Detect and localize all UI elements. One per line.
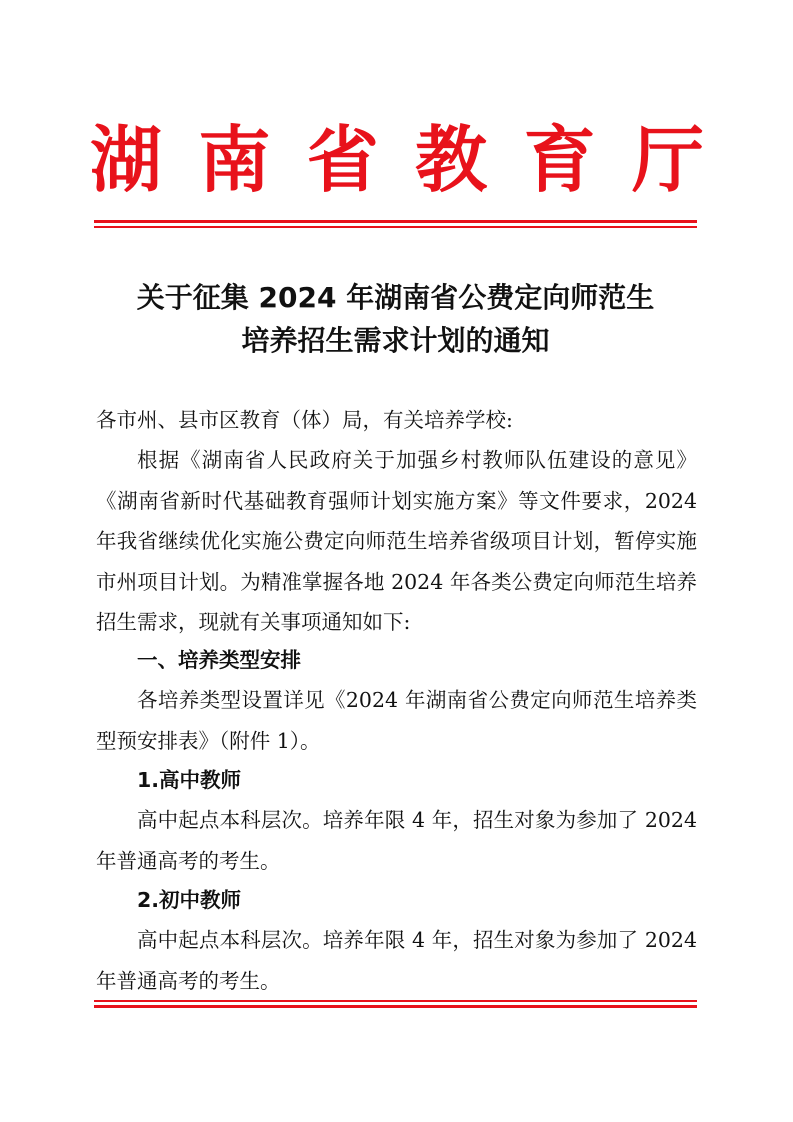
section-heading: 一、培养类型安排 <box>137 648 301 672</box>
subsection-paragraph: 高中起点本科层次。培养年限 4 年，招生对象为参加了 2024 年普通高考的考生。 <box>96 928 697 993</box>
footer-divider-thin <box>94 1000 697 1002</box>
footer-divider-thick <box>94 1005 697 1008</box>
agency-name-char: 育 <box>523 117 596 202</box>
agency-name-char: 南 <box>198 117 271 202</box>
header-divider-thin <box>94 226 697 228</box>
subsection-heading: 1.高中教师 <box>137 768 242 792</box>
subsection-heading: 2.初中教师 <box>137 888 242 912</box>
document-title-line-2: 培养招生需求计划的通知 <box>241 324 550 357</box>
agency-name-char: 厅 <box>631 117 704 202</box>
addressee: 各市州、县市区教育（体）局，有关培养学校: <box>96 408 513 432</box>
agency-name-header <box>90 117 704 202</box>
header-divider-thick <box>94 220 697 223</box>
agency-name-char: 省 <box>306 117 379 202</box>
subsection-paragraph: 高中起点本科层次。培养年限 4 年，招生对象为参加了 2024 年普通高考的考生。 <box>96 808 697 873</box>
agency-name-char: 教 <box>415 117 488 202</box>
document-title-line-1: 关于征集 2024 年湖南省公费定向师范生 <box>136 281 655 314</box>
section-paragraph: 各培养类型设置详见《2024 年湖南省公费定向师范生培养类型预安排表》（附件 1）。 <box>96 688 697 753</box>
agency-name-char: 湖 <box>90 117 163 202</box>
intro-paragraph: 根据《湖南省人民政府关于加强乡村教师队伍建设的意见》《湖南省新时代基础教育强师计划实施方案》等文件要求，2024年我省继续优化实施公费定向师范生培养省级项目计划，暂停实施市州项目计划。为精准掌握各地 2024 年各类公费定向师范生培养招生需求，现就有关事项通知如下: <box>96 448 697 635</box>
